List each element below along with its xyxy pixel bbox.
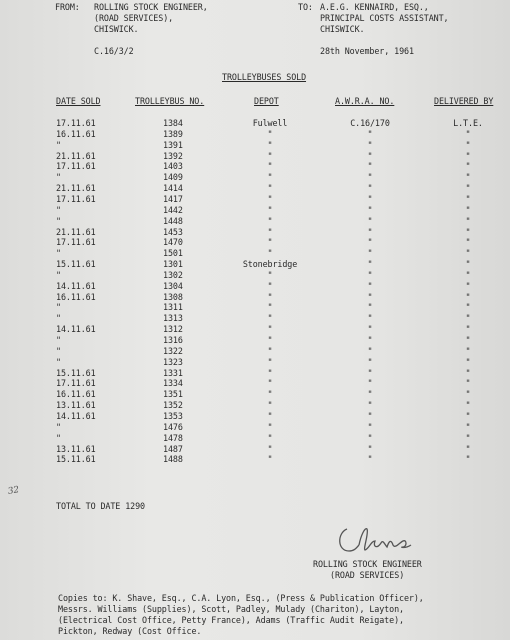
delivered-by-cell: " <box>465 302 471 313</box>
date-sold-cell: " <box>56 215 61 226</box>
awra-number-cell: " <box>367 313 373 324</box>
depot-cell: " <box>267 172 273 183</box>
to-line-1: A.E.G. KENNAIRD, ESQ., <box>320 2 429 12</box>
trolleybus-number-cell: 1323 <box>163 356 183 367</box>
date-sold-cell: 14.11.61 <box>56 280 96 291</box>
copies-line-2: Messrs. Williams (Supplies), Scott, Padley, Mulady (Chariton), Layton, <box>58 604 404 614</box>
depot-cell: " <box>267 193 273 204</box>
column-header-awra-no: A.W.R.A. NO. <box>335 96 395 106</box>
awra-number-cell: " <box>367 139 373 150</box>
date-sold-cell: 17.11.61 <box>56 118 96 128</box>
awra-number-cell: " <box>367 378 373 389</box>
trolleybus-number-cell: 1417 <box>163 193 183 204</box>
delivered-by-cell: " <box>465 443 471 454</box>
date-sold-cell: 17.11.61 <box>56 161 96 172</box>
date-sold-cell: " <box>56 335 61 345</box>
delivered-by-cell: " <box>465 226 471 237</box>
signatory-department: (ROAD SERVICES) <box>330 570 405 580</box>
trolleybus-number-cell: 1313 <box>163 313 183 324</box>
awra-number-cell: " <box>367 237 373 248</box>
table-row <box>0 422 510 433</box>
depot-cell: " <box>267 345 273 356</box>
column-header-trolleybus-no: TROLLEYBUS NO. <box>135 96 205 106</box>
depot-cell: " <box>267 248 273 259</box>
date-sold-cell: 21.11.61 <box>56 226 96 237</box>
delivered-by-cell: " <box>465 378 471 389</box>
awra-number-cell: " <box>367 389 373 400</box>
depot-cell: Fulwell <box>252 118 288 128</box>
delivered-by-cell: " <box>465 280 471 291</box>
table-row <box>0 324 510 335</box>
date-sold-cell: " <box>56 421 61 432</box>
awra-number-cell: " <box>367 335 373 345</box>
awra-number-cell: " <box>367 421 373 432</box>
table-row <box>0 400 510 411</box>
trolleybus-number-cell: 1448 <box>163 215 183 226</box>
delivered-by-cell: " <box>465 345 471 356</box>
depot-cell: " <box>267 302 273 313</box>
table-row <box>0 313 510 324</box>
awra-number-cell: " <box>367 302 373 313</box>
depot-cell: " <box>267 313 273 324</box>
signature-block <box>333 523 423 562</box>
delivered-by-cell: " <box>465 335 471 345</box>
delivered-by-cell: " <box>465 215 471 226</box>
table-row <box>0 454 510 465</box>
awra-number-cell: " <box>367 172 373 183</box>
date-sold-cell: 21.11.61 <box>56 183 96 194</box>
copies-line-4: Pickton, Redway (Cost Office. <box>58 626 202 636</box>
depot-cell: " <box>267 215 273 226</box>
date-sold-cell: 13.11.61 <box>56 400 96 411</box>
depot-cell: Stonebridge <box>242 259 298 270</box>
depot-cell: " <box>267 269 273 280</box>
document-title: TROLLEYBUSES SOLD <box>222 72 307 82</box>
table-row <box>0 368 510 379</box>
depot-cell: " <box>267 400 273 411</box>
date-sold-cell: 17.11.61 <box>56 193 96 204</box>
awra-number-cell: " <box>367 345 373 356</box>
delivered-by-cell: " <box>465 128 471 139</box>
date-sold-cell: " <box>56 432 61 443</box>
depot-cell: " <box>267 139 273 150</box>
delivered-by-cell: " <box>465 204 471 215</box>
trolleybus-number-cell: 1389 <box>163 128 183 139</box>
table-row <box>0 411 510 422</box>
trolleybus-number-cell: 1476 <box>163 421 183 432</box>
table-row <box>0 129 510 140</box>
depot-cell: " <box>267 410 273 421</box>
awra-number-cell: " <box>367 183 373 194</box>
trolleybus-number-cell: 1478 <box>163 432 183 443</box>
depot-cell: " <box>267 378 273 389</box>
awra-number-cell: " <box>367 204 373 215</box>
depot-cell: " <box>267 443 273 454</box>
trolleybus-number-cell: 1311 <box>163 302 183 313</box>
delivered-by-cell: " <box>465 183 471 194</box>
awra-number-cell: " <box>367 248 373 259</box>
delivered-by-cell: " <box>465 410 471 421</box>
table-row <box>0 357 510 368</box>
depot-cell: " <box>267 335 273 345</box>
awra-number-cell: " <box>367 150 373 161</box>
trolleybus-number-cell: 1442 <box>163 204 183 215</box>
margin-note: 32 <box>7 485 20 497</box>
delivered-by-cell: " <box>465 161 471 172</box>
awra-number-cell: " <box>367 443 373 454</box>
date-sold-cell: 16.11.61 <box>56 128 96 139</box>
table-row <box>0 140 510 151</box>
depot-cell: " <box>267 128 273 139</box>
date-sold-cell: 13.11.61 <box>56 443 96 454</box>
column-header-depot: DEPOT <box>254 96 279 106</box>
signatory-title: ROLLING STOCK ENGINEER <box>313 559 422 569</box>
copies-line-3: (Electrical Cost Office, Petty France), Adams (Traffic Audit Reigate), <box>58 615 404 625</box>
table-row <box>0 216 510 227</box>
from-line-3: CHISWICK. <box>94 24 139 34</box>
delivered-by-cell: " <box>465 313 471 324</box>
table-row <box>0 389 510 400</box>
delivered-by-cell: " <box>465 150 471 161</box>
table-row <box>0 161 510 172</box>
trolleybus-number-cell: 1312 <box>163 324 183 335</box>
depot-cell: " <box>267 161 273 172</box>
from-line-1: ROLLING STOCK ENGINEER, <box>94 2 208 12</box>
awra-number-cell: " <box>367 193 373 204</box>
column-header-date-sold: DATE SOLD <box>56 96 101 106</box>
depot-cell: " <box>267 421 273 432</box>
to-line-2: PRINCIPAL COSTS ASSISTANT, <box>320 13 449 23</box>
delivered-by-cell: " <box>465 193 471 204</box>
awra-number-cell: C.16/170 <box>350 118 390 128</box>
to-line-3: CHISWICK. <box>320 24 365 34</box>
trolleybus-number-cell: 1352 <box>163 400 183 411</box>
trolleybus-number-cell: 1384 <box>163 118 183 128</box>
table-row <box>0 172 510 183</box>
delivered-by-cell: " <box>465 324 471 335</box>
table-row <box>0 433 510 444</box>
depot-cell: " <box>267 237 273 248</box>
trolleybus-number-cell: 1488 <box>163 454 183 465</box>
delivered-by-cell: L.T.E. <box>453 118 483 128</box>
date-sold-cell: " <box>56 248 61 259</box>
table-row <box>0 444 510 455</box>
reference-number: C.16/3/2 <box>94 46 134 56</box>
table-row <box>0 227 510 238</box>
date-sold-cell: " <box>56 302 61 313</box>
date-sold-cell: 16.11.61 <box>56 291 96 302</box>
delivered-by-cell: " <box>465 400 471 411</box>
depot-cell: " <box>267 183 273 194</box>
to-label: TO: <box>298 2 313 12</box>
trolleybus-number-cell: 1353 <box>163 410 183 421</box>
trolleybus-number-cell: 1334 <box>163 378 183 389</box>
delivered-by-cell: " <box>465 259 471 270</box>
awra-number-cell: " <box>367 367 373 378</box>
date-sold-cell: " <box>56 345 61 356</box>
trolleybus-number-cell: 1301 <box>163 259 183 270</box>
column-header-delivered-by: DELIVERED BY <box>434 96 494 106</box>
memo-date: 28th November, 1961 <box>320 46 414 56</box>
depot-cell: " <box>267 291 273 302</box>
date-sold-cell: 17.11.61 <box>56 237 96 248</box>
trolleybus-number-cell: 1302 <box>163 269 183 280</box>
awra-number-cell: " <box>367 410 373 421</box>
delivered-by-cell: " <box>465 389 471 400</box>
trolleybus-number-cell: 1308 <box>163 291 183 302</box>
date-sold-cell: 16.11.61 <box>56 389 96 400</box>
trolleybus-number-cell: 1391 <box>163 139 183 150</box>
awra-number-cell: " <box>367 291 373 302</box>
trolleybus-number-cell: 1392 <box>163 150 183 161</box>
delivered-by-cell: " <box>465 432 471 443</box>
awra-number-cell: " <box>367 432 373 443</box>
table-row <box>0 151 510 162</box>
awra-number-cell: " <box>367 259 373 270</box>
depot-cell: " <box>267 356 273 367</box>
depot-cell: " <box>267 367 273 378</box>
date-sold-cell: " <box>56 139 61 150</box>
awra-number-cell: " <box>367 161 373 172</box>
depot-cell: " <box>267 324 273 335</box>
table-row <box>0 270 510 281</box>
awra-number-cell: " <box>367 356 373 367</box>
depot-cell: " <box>267 226 273 237</box>
depot-cell: " <box>267 204 273 215</box>
delivered-by-cell: " <box>465 421 471 432</box>
table-row <box>0 281 510 292</box>
delivered-by-cell: " <box>465 356 471 367</box>
delivered-by-cell: " <box>465 454 471 465</box>
trolleybus-number-cell: 1316 <box>163 335 183 345</box>
delivered-by-cell: " <box>465 291 471 302</box>
delivered-by-cell: " <box>465 172 471 183</box>
depot-cell: " <box>267 280 273 291</box>
date-sold-cell: 15.11.61 <box>56 259 96 270</box>
depot-cell: " <box>267 150 273 161</box>
table-row <box>0 378 510 389</box>
from-line-2: (ROAD SERVICES), <box>94 13 174 23</box>
table-row <box>0 335 510 346</box>
date-sold-cell: 17.11.61 <box>56 378 96 389</box>
awra-number-cell: " <box>367 454 373 465</box>
awra-number-cell: " <box>367 324 373 335</box>
total-line: TOTAL TO DATE 1290 <box>56 501 145 511</box>
table-row <box>0 346 510 357</box>
from-label: FROM: <box>55 2 80 12</box>
date-sold-cell: " <box>56 356 61 367</box>
table-row <box>0 248 510 259</box>
delivered-by-cell: " <box>465 269 471 280</box>
date-sold-cell: 14.11.61 <box>56 410 96 421</box>
date-sold-cell: 15.11.61 <box>56 367 96 378</box>
table-row <box>0 302 510 313</box>
date-sold-cell: 15.11.61 <box>56 454 96 465</box>
table-row <box>0 205 510 216</box>
table-row <box>0 259 510 270</box>
table-row <box>0 118 510 129</box>
trolleybus-number-cell: 1331 <box>163 367 183 378</box>
copies-line-1: Copies to: K. Shave, Esq., C.A. Lyon, Esq., (Press & Publication Officer), <box>58 593 424 603</box>
awra-number-cell: " <box>367 128 373 139</box>
trolleybus-number-cell: 1351 <box>163 389 183 400</box>
awra-number-cell: " <box>367 400 373 411</box>
handwritten-signature <box>333 523 423 559</box>
trolleybus-number-cell: 1409 <box>163 172 183 183</box>
table-row <box>0 183 510 194</box>
date-sold-cell: 14.11.61 <box>56 324 96 335</box>
depot-cell: " <box>267 389 273 400</box>
trolleybus-number-cell: 1487 <box>163 443 183 454</box>
date-sold-cell: " <box>56 204 61 215</box>
delivered-by-cell: " <box>465 237 471 248</box>
depot-cell: " <box>267 454 273 465</box>
delivered-by-cell: " <box>465 367 471 378</box>
delivered-by-cell: " <box>465 248 471 259</box>
date-sold-cell: " <box>56 172 61 183</box>
trolleybus-number-cell: 1501 <box>163 248 183 259</box>
trolleybus-number-cell: 1304 <box>163 280 183 291</box>
depot-cell: " <box>267 432 273 443</box>
trolleybus-number-cell: 1453 <box>163 226 183 237</box>
table-row <box>0 237 510 248</box>
trolleybus-number-cell: 1414 <box>163 183 183 194</box>
trolleybus-number-cell: 1403 <box>163 161 183 172</box>
trolleybus-number-cell: 1470 <box>163 237 183 248</box>
table-row <box>0 194 510 205</box>
delivered-by-cell: " <box>465 139 471 150</box>
awra-number-cell: " <box>367 280 373 291</box>
date-sold-cell: 21.11.61 <box>56 150 96 161</box>
awra-number-cell: " <box>367 215 373 226</box>
awra-number-cell: " <box>367 269 373 280</box>
date-sold-cell: " <box>56 313 61 324</box>
date-sold-cell: " <box>56 269 61 280</box>
awra-number-cell: " <box>367 226 373 237</box>
trolleybus-number-cell: 1322 <box>163 345 183 356</box>
table-row <box>0 292 510 303</box>
